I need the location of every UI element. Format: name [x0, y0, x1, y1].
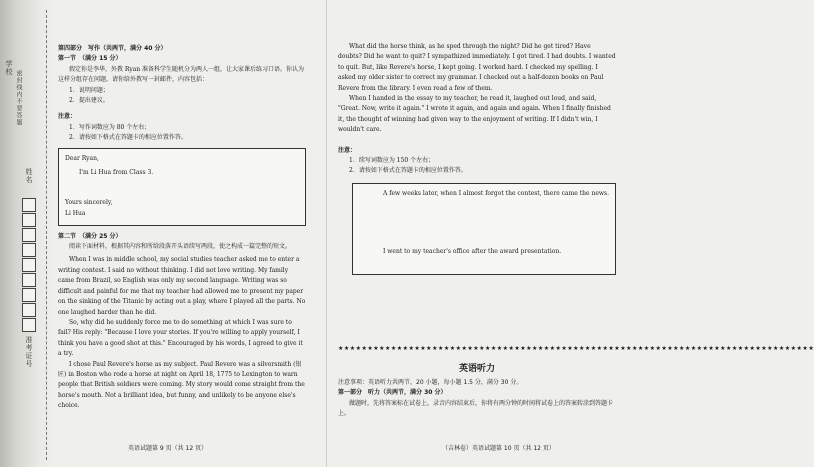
section2-title: 第二节 （满分 25 分）: [58, 232, 122, 240]
exam-number-label: 准考证号: [25, 336, 33, 368]
letter-closing: Yours sincerely,: [65, 199, 113, 207]
box-opening-line-1: A few weeks later, when I almost forgot the contest, there came the news.: [383, 189, 610, 197]
note-title: 注意：: [58, 113, 77, 121]
note-item: 2．请按如下格式在答题卡的相应位置作答。: [349, 167, 467, 175]
passage-paragraph: When I was in middle school, my social studies teacher asked me to enter a writing contest. I said no without thinking. I did not love writing. My family came from Brazil, so English was only my second language. Writing was so difficult and painful for me that my teacher had allowed me to present my paper on the sinking of the Titanic by acting out a play, where I played all the parts. No one laughed harder than he did.: [58, 256, 306, 316]
seal-line: [46, 10, 47, 460]
listening-instruction: 做题时，先将答案标在试卷上，录音内容结束后，你将有两分钟的时间将试卷上的答案转涂到答题卡上。: [338, 399, 614, 418]
letter-signature: Li Hua: [65, 209, 86, 217]
right-page-footer: （吉林卷）英语试题第 10 页（共 12 页）: [442, 445, 555, 452]
listening-section: [338, 378, 616, 420]
letter-salutation: Dear Ryan,: [65, 154, 99, 162]
section1-prompt: 假定你是李华，外教 Ryan 准备科学生随机分为两人一组，让大家课后练习口语。你认为这样分组存在问题，请你给外教写一封邮件，内容包括：: [58, 65, 305, 84]
right-page: [338, 42, 616, 281]
listening-title: 英语听力: [458, 364, 495, 374]
note-item: 1．写作词数应为 80 个左右；: [69, 123, 151, 131]
warning-text: 密封线内不要答题: [15, 70, 22, 126]
exam-number-boxes: [22, 198, 36, 333]
passage-paragraph: So, why did he suddenly force me to do something at which I was sure to fail? His reply: "Because I love your stories. If you're willing to apply yourself, I think you have a good shot at this." Encouraged by his words, I agreed to give it a try.: [58, 318, 303, 358]
passage-paragraph: I chose Paul Revere's horse as my subject. Paul Revere was a silversmith (银匠) in Boston who rode a horse at night on April 18, 1775 to Lexington to warn people that British soldiers were coming. My story would come straight from the horse's mouth. Not a brilliant idea, but funny, and unlikely to be anyone else's choice.: [58, 360, 305, 410]
left-page-footer: 英语试题第 9 页（共 12 页）: [128, 445, 208, 452]
box-opening-line-2: I went to my teacher's office after the award presentation.: [383, 248, 562, 256]
note-item: 1．续写词数应为 150 个左右；: [349, 157, 435, 165]
listening-note: 注意事项：英语听力共两节，20 小题，每小题 1.5 分，满分 30 分。: [338, 379, 523, 386]
part4-title: 第四部分 写作（共两节，满分 40 分）: [58, 45, 167, 52]
school-label: 学校: [5, 60, 13, 76]
section1-title: 第一节 （满分 15 分）: [58, 55, 122, 63]
letter-opening-line: I'm Li Hua from Class 3.: [79, 169, 154, 177]
continuation-box: [352, 183, 616, 275]
name-label: 姓名: [25, 168, 33, 184]
note-item: 2．请按如下格式在答题卡的相应位置作答。: [69, 134, 187, 142]
note-title: 注意：: [338, 146, 357, 154]
passage-paragraph: When I handed in the essay to my teacher, he read it, laughed out loud, and said, "Great. Now, write it again." I wrote it again, and again and again. When I finally finished it, the thought of winning had given way to the enjoyment of writing. If I didn't win, I wouldn't care.: [338, 95, 611, 134]
left-page: [58, 44, 306, 412]
listening-part-title: 第一部分 听力（共两节，满分 30 分）: [338, 389, 447, 397]
section2-prompt: 阅读下面材料，根据其内容和所给段落开头语续写两段，使之构成一篇完整的短文。: [69, 243, 292, 251]
prompt-item: 2．提出建议。: [69, 97, 109, 105]
page-fold: [326, 0, 327, 467]
letter-box: [58, 148, 306, 226]
separator-stars: ★★★★★★★★★★★★★★★★★★★★★★★★★★★★★★★★★★★★★★★★★★★★★★★★★★★★★★★★★★★★★★★★★★★★★★★★★★★★★★★★★: [338, 345, 814, 352]
passage-paragraph: What did the horse think, as he sped through the night? Did he get tired? Have doubts? Did he want to quit? I sympathized immediately. I got tired. I had doubts. I wanted to quit. But, like Revere's horse, I kept going. I worked hard. I checked my spelling. I asked my older sister to correct my grammar. I checked out a half-dozen books on Paul Revere from the library. I even read a few of them.: [338, 43, 616, 92]
prompt-item: 1．说明问题；: [69, 86, 109, 94]
